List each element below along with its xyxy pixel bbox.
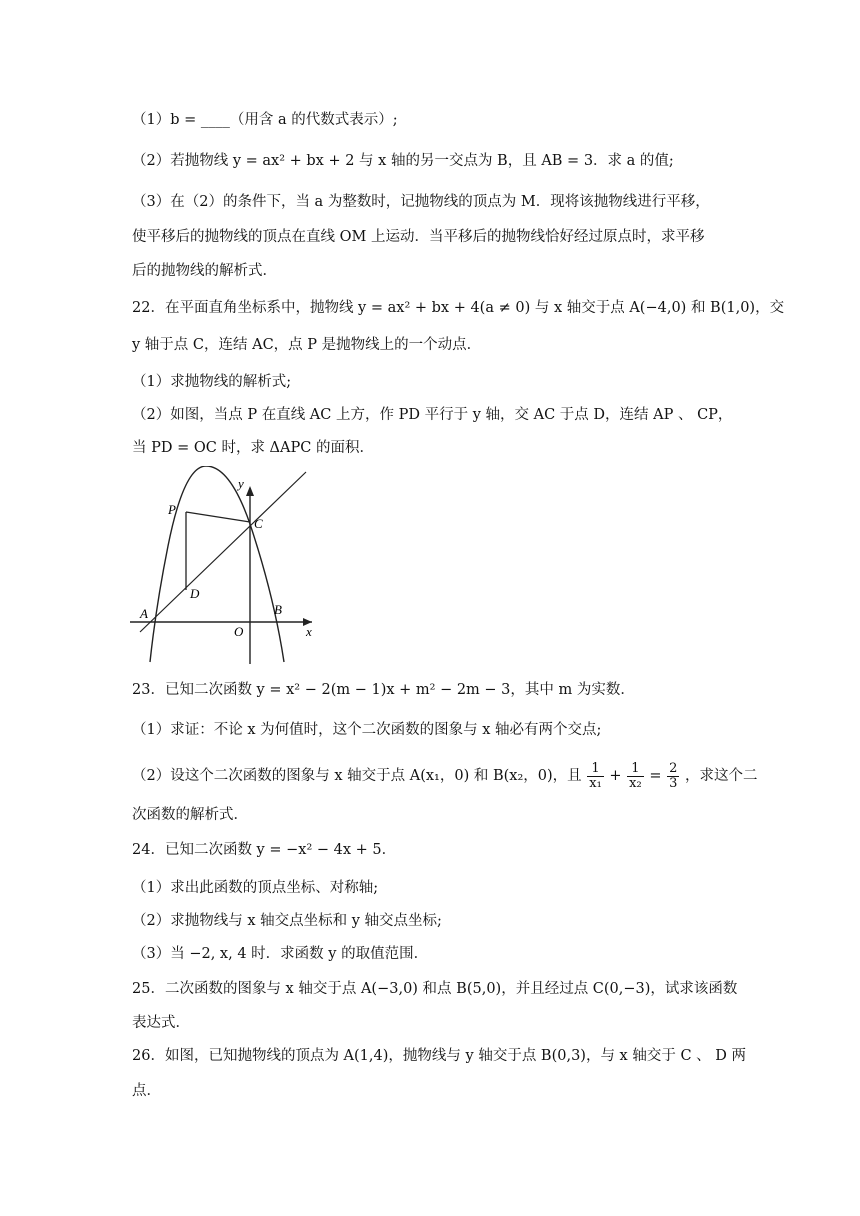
y-axis-arrow bbox=[246, 486, 254, 496]
q23-part2-text-b: ，求这个二 bbox=[684, 768, 758, 784]
parabola-curve bbox=[150, 466, 284, 662]
segment-pc bbox=[186, 512, 250, 522]
q23-part2-line1 bbox=[132, 756, 757, 796]
q25-stem-line1: 25．二次函数的图象与 x 轴交于点 A(−3,0) 和点 B(5,0)，并且经过点 C(0,−3)，试求该函数 bbox=[132, 981, 738, 997]
q21-part2: （2）若抛物线 y = ax² + bx + 2 与 x 轴的另一交点为 B，且 AB = 3．求 a 的值; bbox=[132, 153, 674, 169]
label-d: D bbox=[190, 586, 200, 601]
frac3-den: 3 bbox=[669, 775, 678, 791]
q23-part2-text-a: （2）设这个二次函数的图象与 x 轴交于点 A(x₁，0) 和 B(x₂，0)，且 bbox=[132, 768, 582, 784]
parabola-figure bbox=[126, 466, 316, 666]
label-b: B bbox=[274, 602, 282, 617]
fraction-1-over-x2 bbox=[627, 762, 644, 791]
frac2-num: 1 bbox=[627, 762, 644, 777]
q22-stem-line1: 22．在平面直角坐标系中，抛物线 y = ax² + bx + 4(a ≠ 0) 与 x 轴交于点 A(−4,0) 和 B(1,0)，交 bbox=[132, 300, 785, 316]
label-x: x bbox=[306, 624, 312, 639]
q22-part2-line1: （2）如图，当点 P 在直线 AC 上方，作 PD 平行于 y 轴，交 AC 于点 D，连结 AP 、 CP， bbox=[132, 407, 733, 423]
label-o: O bbox=[234, 624, 244, 639]
q23-part1: （1）求证：不论 x 为何值时，这个二次函数的图象与 x 轴必有两个交点; bbox=[132, 722, 602, 738]
q22-part2-line2: 当 PD = OC 时，求 ΔAPC 的面积． bbox=[132, 440, 374, 456]
q22-stem-line2: y 轴于点 C，连结 AC，点 P 是抛物线上的一个动点． bbox=[132, 337, 482, 353]
label-c: C bbox=[254, 516, 263, 531]
frac3-num: 2 bbox=[669, 760, 678, 776]
fraction-1-over-x1 bbox=[587, 762, 604, 791]
q24-part1: （1）求出此函数的顶点坐标、对称轴; bbox=[132, 880, 379, 896]
q22-part1: （1）求抛物线的解析式; bbox=[132, 374, 292, 390]
label-p: P bbox=[168, 502, 176, 517]
plus-sign: + bbox=[609, 768, 622, 784]
q26-stem-line2: 点． bbox=[132, 1083, 161, 1099]
q25-stem-line2: 表达式． bbox=[132, 1015, 190, 1031]
q24-part3: （3）当 −2, x, 4 时．求函数 y 的取值范围． bbox=[132, 946, 429, 962]
q23-part2-line2: 次函数的解析式． bbox=[132, 807, 248, 823]
q21-part3-line2: 使平移后的抛物线的顶点在直线 OM 上运动．当平移后的抛物线恰好经过原点时，求平移 bbox=[132, 229, 705, 245]
q21-part3-line3: 后的抛物线的解析式． bbox=[132, 263, 277, 279]
equals-sign: = bbox=[649, 768, 662, 784]
fraction-2-over-3 bbox=[667, 762, 679, 791]
label-a: A bbox=[140, 606, 148, 621]
frac2-den: x₂ bbox=[629, 775, 642, 791]
q21-part3-line1: （3）在（2）的条件下，当 a 为整数时，记抛物线的顶点为 M．现将该抛物线进行平移， bbox=[132, 194, 710, 210]
frac1-num: 1 bbox=[587, 762, 604, 777]
q24-stem: 24．已知二次函数 y = −x² − 4x + 5． bbox=[132, 842, 397, 858]
frac1-den: x₁ bbox=[589, 775, 602, 791]
q23-stem: 23．已知二次函数 y = x² − 2(m − 1)x + m² − 2m − 3，其中 m 为实数． bbox=[132, 682, 635, 698]
q21-part1: （1）b = ____（用含 a 的代数式表示）; bbox=[132, 112, 398, 128]
q26-stem-line1: 26．如图，已知抛物线的顶点为 A(1,4)，抛物线与 y 轴交于点 B(0,3)，与 x 轴交于 C 、 D 两 bbox=[132, 1048, 747, 1064]
q24-part2: （2）求抛物线与 x 轴交点坐标和 y 轴交点坐标; bbox=[132, 913, 442, 929]
label-y: y bbox=[238, 476, 244, 491]
